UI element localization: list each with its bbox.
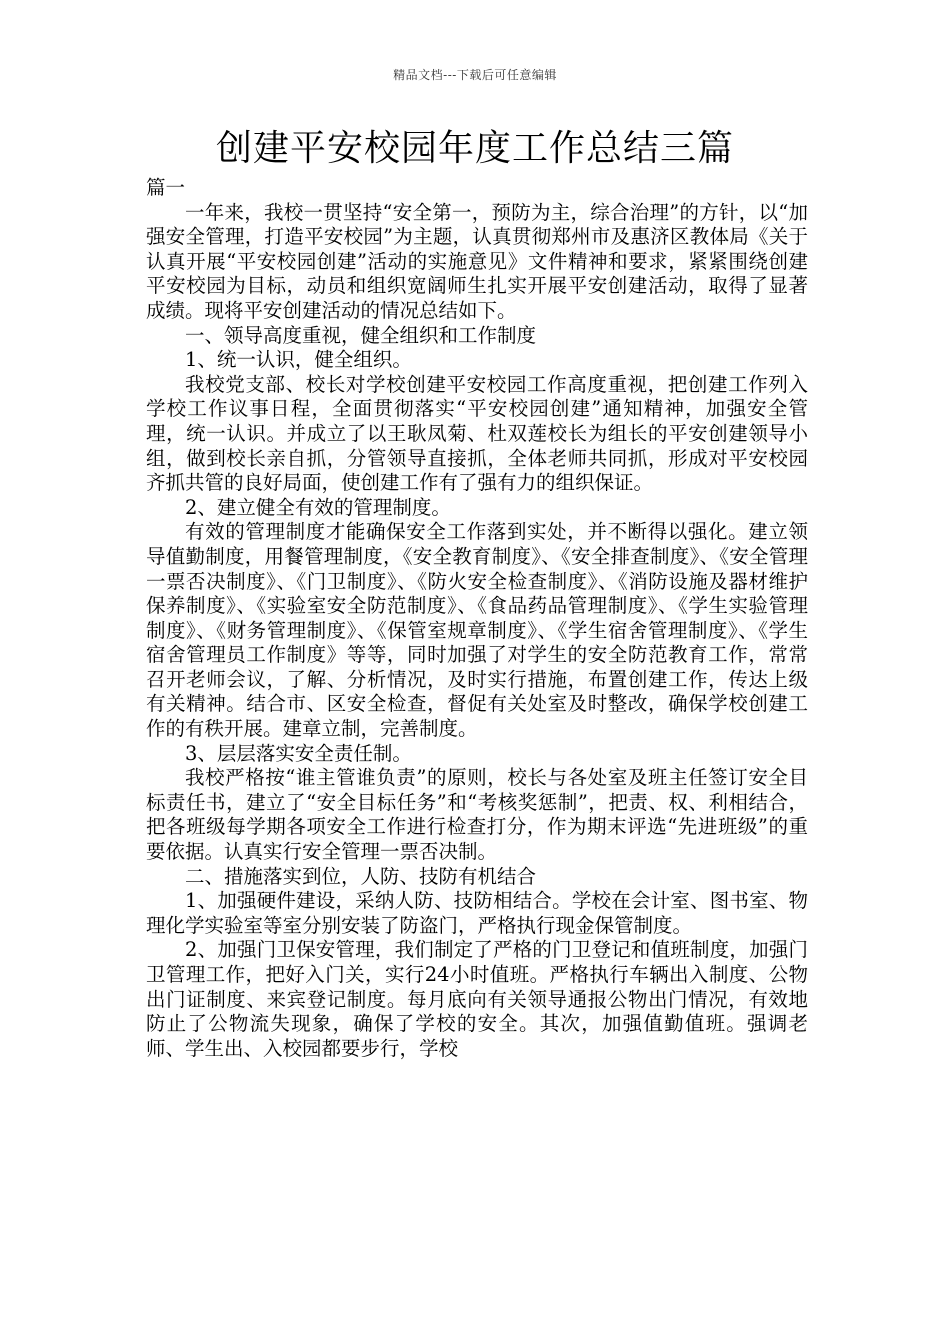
- paragraph: 1、加强硬件建设，采纳人防、技防相结合。学校在会计室、图书室、物理化学实验室等室分别安装了防盗门，严格执行现金保管制度。: [146, 889, 808, 937]
- paragraph: 我校党支部、校长对学校创建平安校园工作高度重视，把创建工作列入学校工作议事日程，全面贯彻落实“平安校园创建”通知精神，加强安全管理，统一认识。并成立了以王耿凤菊、杜双莲校长为组长的平安创建领导小组，做到校长亲自抓，分管领导直接抓，全体老师共同抓，形成对平安校园齐抓共管的良好局面，使创建工作有了强有力的组织保证。: [146, 372, 808, 495]
- section-label: 篇一: [146, 176, 186, 199]
- paragraph: 有效的管理制度才能确保安全工作落到实处，并不断得以强化。建立领导值勤制度，用餐管理制度，《安全教育制度》、《安全排查制度》、《安全管理一票否决制度》、《门卫制度》、《防火安全检查制度》、《消防设施及器材维护保养制度》、《实验室安全防范制度》、《食品药品管理制度》、《学生实验管理制度》、《财务管理制度》、《保管室规章制度》、《学生宿舍管理制度》、《学生宿舍管理员工作制度》等等，同时加强了对学生的安全防范教育工作，常常召开老师会议，了解、分析情况，及时实行措施，布置创建工作，传达上级有关精神。结合市、区安全检查，督促有关处室及时整改，确保学校创建工作的有秩开展。建章立制，完善制度。: [146, 520, 808, 741]
- document-body: [146, 176, 808, 1061]
- heading-level-1: 二、措施落实到位，人防、技防有机结合: [185, 864, 537, 888]
- paragraph: 我校严格按“谁主管谁负责”的原则，校长与各处室及班主任签订安全目标责任书，建立了“安全目标任务”和“考核奖惩制”，把责、权、利相结合，把各班级每学期各项安全工作进行检查打分，作为期末评选“先进班级”的重要依据。认真实行安全管理一票否决制。: [146, 766, 808, 864]
- document-title: 创建平安校园年度工作总结三篇: [215, 128, 734, 169]
- heading-level-2: 2、建立健全有效的管理制度。: [185, 495, 451, 519]
- paragraph: 一年来，我校一贯坚持“安全第一，预防为主，综合治理”的方针，以“加强安全管理，打造平安校园”为主题，认真贯彻郑州市及惠济区教体局《关于认真开展“平安校园创建”活动的实施意见》文件精神和要求，紧紧围绕创建平安校园为目标，动员和组织宽阔师生扎实开展平安创建活动，取得了显著成绩。现将平安创建活动的情况总结如下。: [146, 200, 808, 322]
- heading-level-1: 一、领导高度重视，健全组织和工作制度: [185, 323, 537, 347]
- header-note: 精品文档---下载后可任意编辑: [393, 68, 557, 82]
- heading-level-2: 3、层层落实安全责任制。: [185, 741, 412, 765]
- heading-level-2: 1、统一认识，健全组织。: [185, 348, 412, 372]
- paragraph: 2、加强门卫保安管理，我们制定了严格的门卫登记和值班制度，加强门卫管理工作，把好入门关，实行24小时值班。严格执行车辆出入制度、公物出门证制度、来宾登记制度。每月底向有关领导通报公物出门情况，有效地防止了公物流失现象，确保了学校的安全。其次，加强值勤值班。强调老师、学生出、入校园都要步行，学校: [146, 938, 808, 1060]
